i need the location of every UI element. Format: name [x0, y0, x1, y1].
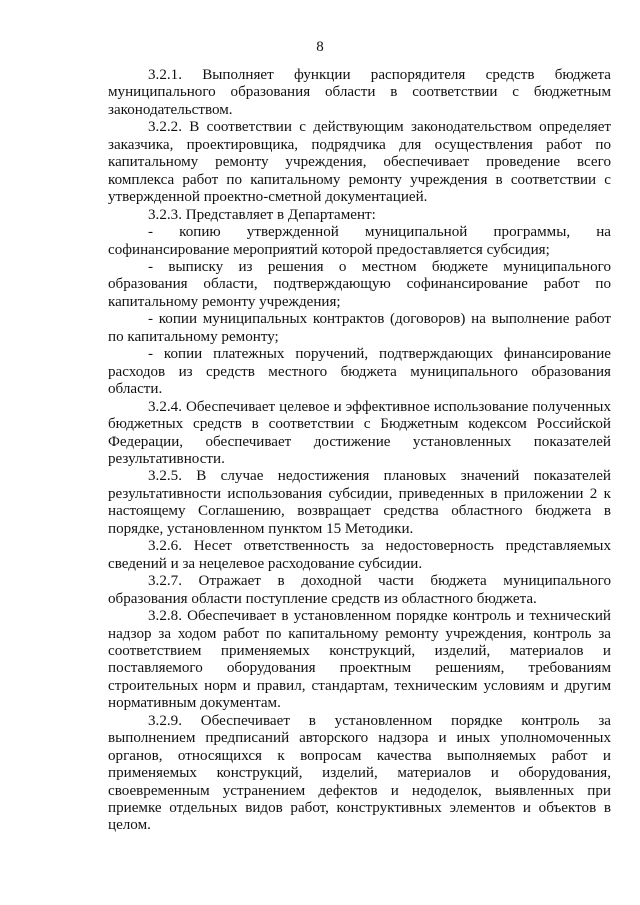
paragraph-3-2-8: 3.2.8. Обеспечивает в установленном порядке контроль и технический надзор за ходом работ по капитальному ремонту учреждения, контроль за соответствием применяемых конструкций, изделий, материалов и поставляемого оборудования проектным решениям, требованиям строительных норм и правил, стандартам, техническим условиям и другим нормативным документам.: [108, 608, 611, 712]
page-number: 8: [316, 39, 324, 55]
list-item-payment-orders: - копии платежных поручений, подтверждающих финансирование расходов из средств местного бюджета муниципального образования области.: [108, 346, 611, 398]
paragraph-3-2-4: 3.2.4. Обеспечивает целевое и эффективное использование полученных бюджетных средств в соответствии с Бюджетным кодексом Российской Федерации, обеспечивает достижение установленных показателей результативности.: [108, 398, 611, 467]
paragraph-3-2-3: 3.2.3. Представляет в Департамент:: [148, 206, 376, 223]
list-item-contracts-copies: - копии муниципальных контрактов (договоров) на выполнение работ по капитальному ремонту;: [108, 311, 611, 345]
list-item-budget-extract: - выписку из решения о местном бюджете муниципального образования области, подтверждающую софинансирование работ по капитальному ремонту учреждения;: [108, 258, 611, 310]
paragraph-3-2-5: 3.2.5. В случае недостижения плановых значений показателей результативности использования субсидии, приведенных в приложении 2 к настоящему Соглашению, возвращает средства областного бюджета в порядке, установленном пунктом 15 Методики.: [108, 468, 611, 537]
paragraph-3-2-7: 3.2.7. Отражает в доходной части бюджета муниципального образования области поступление средств из областного бюджета.: [108, 573, 611, 607]
paragraph-3-2-6: 3.2.6. Несет ответственность за недостоверность представляемых сведений и за нецелевое расходование субсидии.: [108, 538, 611, 572]
document-body: [108, 67, 611, 835]
list-item-program-copy: - копию утвержденной муниципальной программы, на софинансирование мероприятий которой предоставляется субсидия;: [108, 224, 611, 258]
paragraph-3-2-2: 3.2.2. В соответствии с действующим законодательством определяет заказчика, проектировщика, подрядчика для осуществления работ по капитальному ремонту учреждения, обеспечивает проведение всего комплекса работ по капитальному ремонту учреждения в соответствии с утвержденной проектно-сметной документацией.: [108, 119, 611, 206]
paragraph-3-2-1: 3.2.1. Выполняет функции распорядителя средств бюджета муниципального образования области в соответствии с бюджетным законодательством.: [108, 67, 611, 118]
paragraph-3-2-9: 3.2.9. Обеспечивает в установленном порядке контроль за выполнением предписаний авторского надзора и иных уполномоченных органов, относящихся к вопросам качества выполняемых работ и применяемых конструкций, изделий, материалов и оборудования, своевременным устранением дефектов и недоделок, выявленных при приемке отдельных видов работ, конструктивных элементов и объектов в целом.: [108, 712, 611, 834]
